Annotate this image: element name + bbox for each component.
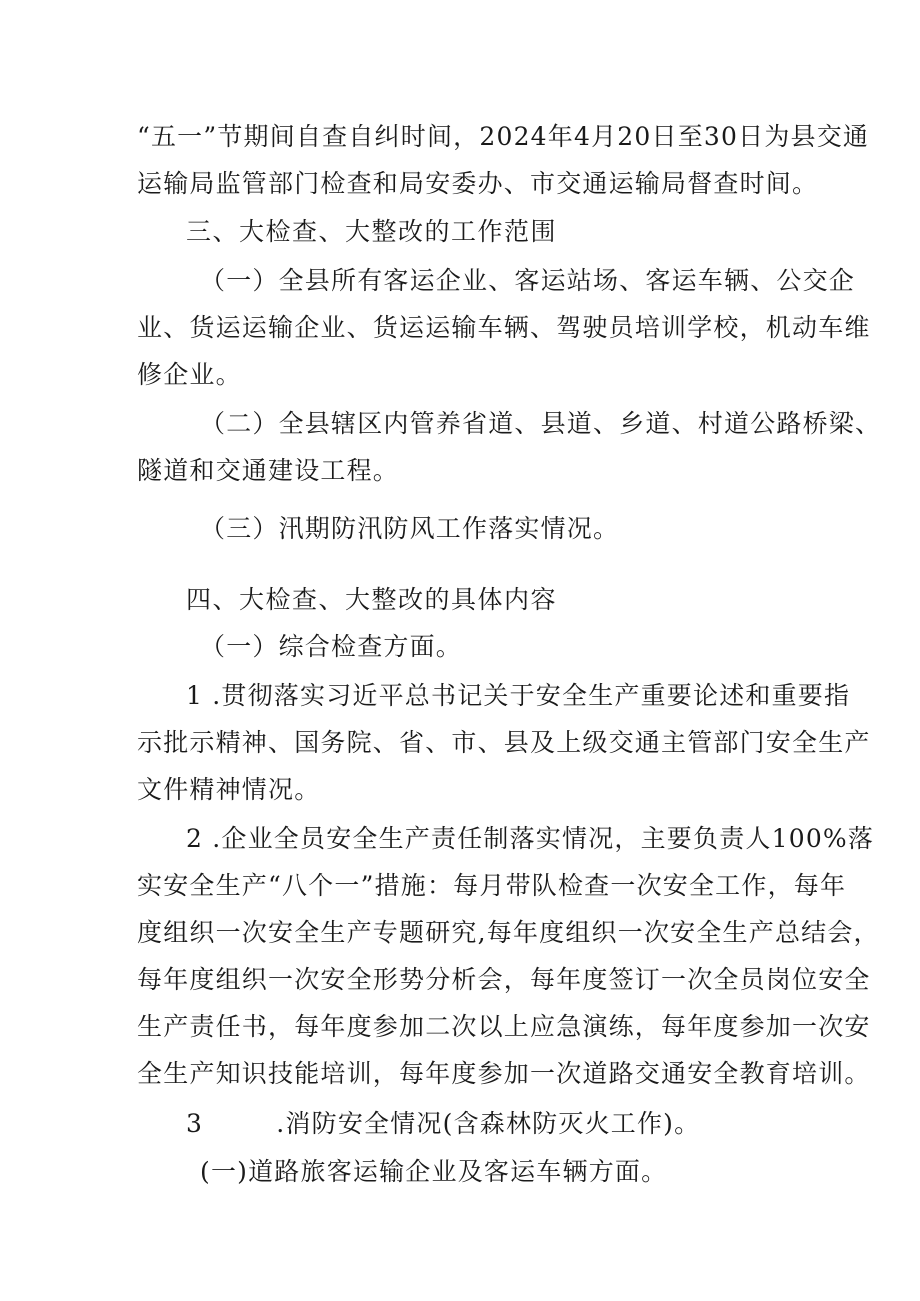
paragraph-line: 度组织一次安全生产专题研究,每年度组织一次安全生产总结会， (137, 918, 880, 947)
paragraph-line: 生产责任书，每年度参加二次以上应急演练，每年度参加一次安 (137, 1012, 871, 1041)
paragraph-line: 隧道和交通建设工程。 (137, 456, 400, 485)
paragraph-line: “五一”节期间自查自纠时间，2024年4月20日至30日为县交通 (137, 122, 870, 151)
paragraph-line: 文件精神情况。 (137, 775, 321, 804)
paragraph-line: 3 .消防安全情况(含森林防灭火工作)。 (186, 1109, 701, 1138)
paragraph-line: 2 .企业全员安全生产责任制落实情况，主要负责人100%落 (186, 824, 875, 853)
subsection-heading: （一）综合检查方面。 (200, 632, 463, 661)
paragraph-line: 业、货运运输企业、货运运输车辆、驾驶员培训学校，机动车维 (137, 313, 871, 342)
paragraph-line: 1 .贯彻落实习近平总书记关于安全生产重要论述和重要指 (186, 681, 851, 710)
paragraph-line: （一）全县所有客运企业、客运站场、客运车辆、公交企 (200, 266, 856, 295)
paragraph-line: （三）汛期防汛防风工作落实情况。 (200, 514, 620, 543)
paragraph-line: 全生产知识技能培训，每年度参加一次道路交通安全教育培训。 (137, 1059, 871, 1088)
paragraph-line: 示批示精神、国务院、省、市、县及上级交通主管部门安全生产 (137, 728, 871, 757)
paragraph-line: 实安全生产“八个一”措施：每月带队检查一次安全工作，每年 (137, 871, 847, 900)
paragraph-line: 修企业。 (137, 360, 242, 389)
paragraph-line: 每年度组织一次安全形势分析会，每年度签订一次全员岗位安全 (137, 965, 871, 994)
paragraph-line: （二）全县辖区内管养省道、县道、乡道、村道公路桥梁、 (200, 409, 882, 438)
section-heading-scope: 三、大检查、大整改的工作范围 (186, 217, 558, 246)
section-heading-content: 四、大检查、大整改的具体内容 (186, 585, 558, 614)
subsection-heading: (一)道路旅客运输企业及客运车辆方面。 (200, 1157, 668, 1186)
paragraph-line: 运输局监管部门检查和局安委办、市交通运输局督查时间。 (137, 169, 819, 198)
